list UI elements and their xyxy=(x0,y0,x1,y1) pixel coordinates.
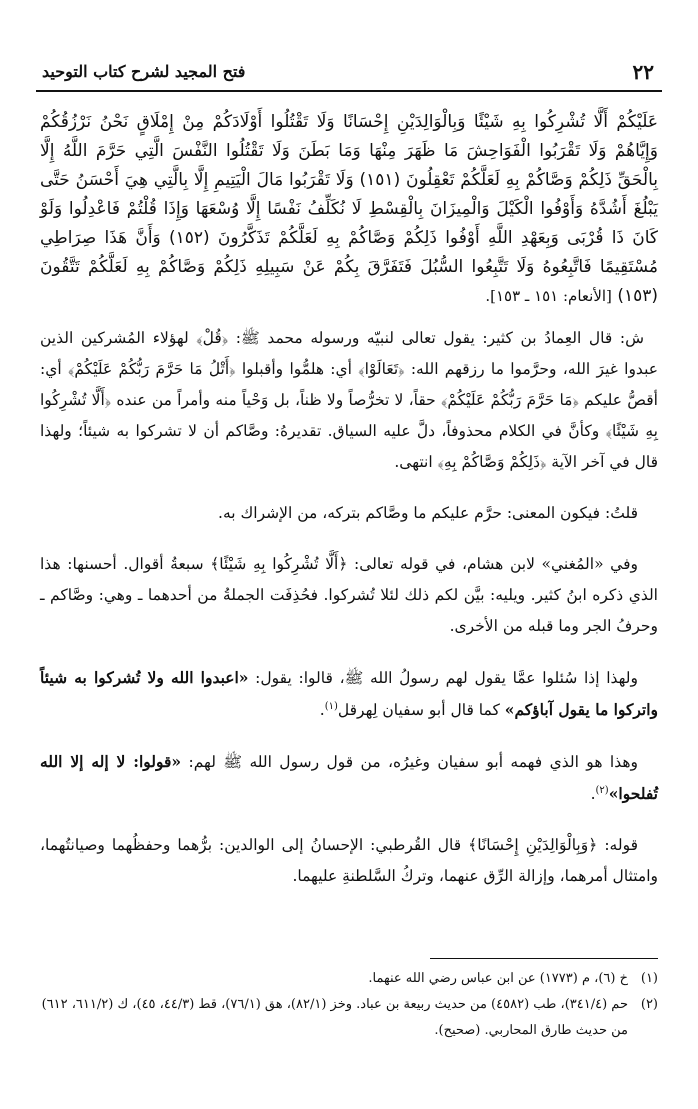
footnotes xyxy=(40,966,658,1044)
hadith-quote: «قولوا: لا إله إلا الله تُفلحوا» xyxy=(40,752,658,803)
page-body xyxy=(40,108,658,906)
footnote-item xyxy=(40,966,658,992)
abu-sufyan-paragraph xyxy=(40,746,658,810)
footnote-ref[interactable]: (٢) xyxy=(595,784,609,796)
hadith-paragraph xyxy=(40,662,658,726)
paragraph-text: وهذا هو الذي فهمه أبو سفيان وغيرُه، من قول رسول الله ﷺ لهم: xyxy=(181,753,638,771)
footnote-text: حم (٣٤١/٤)، طب (٤٥٨٢) من حديث ربيعة بن عباد. وخز (٨٢/١)، هق (٧٦/١)، قط (٤٤/٣، ٤٥)، ك (٦١١/٢، ٦١٢) من حديث طارق المحاربي. (صحيح). xyxy=(41,997,628,1038)
footnote-number: (١) xyxy=(640,971,658,986)
mughni-paragraph: وفي «المُغني» لابن هشام، في قوله تعالى: ﴿أَلَّا تُشْرِكُوا بِهِ شَيْئًا﴾ سبعةُ أقوال. أحسنها: هذا الذي ذكره ابنُ كثير. ويليه: بيَّن لكم ذلك لئلا تُشركوا. فحُذِفَت الجملةُ من أحدهما ـ وهي: وصَّاكم ـ وحرفُ الجر وما قبله من الأخرى. xyxy=(40,555,658,635)
quran-verse-block xyxy=(40,108,658,311)
running-title: فتح المجيد لشرح كتاب التوحيد xyxy=(42,62,246,81)
footnote-text: خ (٦)، م (١٧٧٣) عن ابن عباس رضي الله عنهما. xyxy=(368,971,628,986)
verse-reference: [الأنعام: ١٥١ ـ ١٥٣]. xyxy=(485,287,612,305)
page-number: ٢٢ xyxy=(632,60,654,84)
paragraph-end: . xyxy=(319,701,325,719)
author-note-paragraph: قلتُ: فيكون المعنى: حرَّم عليكم ما وصَّاكم بتركه، من الإشراك به. xyxy=(218,504,638,522)
hadith-quote: «اعبدوا الله ولا تُشركوا به شيئاً واتركوا ما يقول آباؤكم» xyxy=(40,668,658,719)
paragraph-text: ولهذا إذا سُئلوا عمَّا يقول لهم رسولُ الله ﷺ، قالوا: يقول: xyxy=(248,669,638,687)
paragraph-text: كما قال أبو سفيان لِهرقل xyxy=(337,701,505,719)
footnote-item xyxy=(40,992,658,1044)
footnote-divider xyxy=(430,958,658,959)
footnote-ref[interactable]: (١) xyxy=(324,700,338,712)
verse-text: عَلَيْكُمْ أَلَّا تُشْرِكُوا بِهِ شَيْئًا وَبِالْوَالِدَيْنِ إِحْسَانًا وَلَا تَقْتُلُوا أَوْلَادَكُمْ مِنْ إِمْلَاقٍ نَحْنُ نَرْزُقُكُمْ وَإِيَّاهُمْ وَلَا تَقْرَبُوا الْفَوَاحِشَ مَا ظَهَرَ مِنْهَا وَمَا بَطَنَ وَلَا تَقْتُلُوا النَّفْسَ الَّتِي حَرَّمَ اللَّهُ إِلَّا بِالْحَقِّ ذَلِكُمْ وَصَّاكُمْ بِهِ لَعَلَّكُمْ تَعْقِلُونَ (١٥١) وَلَا تَقْرَبُوا مَالَ الْيَتِيمِ إِلَّا بِالَّتِي هِيَ أَحْسَنُ حَتَّى يَبْلُغَ أَشُدَّهُ وَأَوْفُوا الْكَيْلَ وَالْمِيزَانَ بِالْقِسْطِ لَا نُكَلِّفُ نَفْسًا إِلَّا وُسْعَهَا وَإِذَا قُلْتُمْ فَاعْدِلُوا وَلَوْ كَانَ ذَا قُرْبَى وَبِعَهْدِ اللَّهِ أَوْفُوا ذَلِكُمْ وَصَّاكُمْ بِهِ لَعَلَّكُمْ تَذَكَّرُونَ (١٥٢) وَأَنَّ هَذَا صِرَاطِي مُسْتَقِيمًا فَاتَّبِعُوهُ وَلَا تَتَّبِعُوا السُّبُلَ فَتَفَرَّقَ بِكُمْ عَنْ سَبِيلِهِ ذَلِكُمْ وَصَّاكُمْ بِهِ لَعَلَّكُمْ تَتَّقُونَ (١٥٣) xyxy=(40,112,658,306)
page-header xyxy=(36,56,662,92)
parents-paragraph: قوله: ﴿وَبِالْوَالِدَيْنِ إِحْسَانًا﴾ قال القُرطبي: الإحسانُ إلى الوالدين: برُّهما وحفظُهما وصيانتُهما، وامتثال أمرهما، وإزالة الرِّق عنهما، وتركُ السَّلطنةِ عليهما. xyxy=(40,836,658,885)
commentary-paragraph: ش: قال العِمادُ بن كثير: يقول تعالى لنبيّه ورسوله محمد ﷺ: ﴿قُلْ﴾ لهؤلاء المُشركين الذين عبدوا غيرَ الله، وحرَّموا ما رزقهم الله: ﴿تَعَالَوْا﴾ أي: هلمُّوا وأقبلوا ﴿أَتْلُ مَا حَرَّمَ رَبُّكُمْ عَلَيْكُمْ﴾ أي: أقصُّ عليكم ﴿مَا حَرَّمَ رَبُّكُمْ عَلَيْكُمْ﴾ حقاً، لا تخرُّصاً ولا ظناً، بل وَحْياً منه وأمراً من عنده ﴿أَلَّا تُشْرِكُوا بِهِ شَيْئًا﴾ وكأنَّ في الكلام محذوفاً، دلَّ عليه السياق. تقديرهُ: وصَّاكم أن لا تشركوا به شيئاً؛ ولهذا قال في آخر الآية ﴿ذَلِكُمْ وَصَّاكُمْ بِهِ﴾ انتهى. xyxy=(40,329,658,471)
paragraph-end: . xyxy=(590,785,596,803)
footnote-number: (٢) xyxy=(640,997,658,1012)
